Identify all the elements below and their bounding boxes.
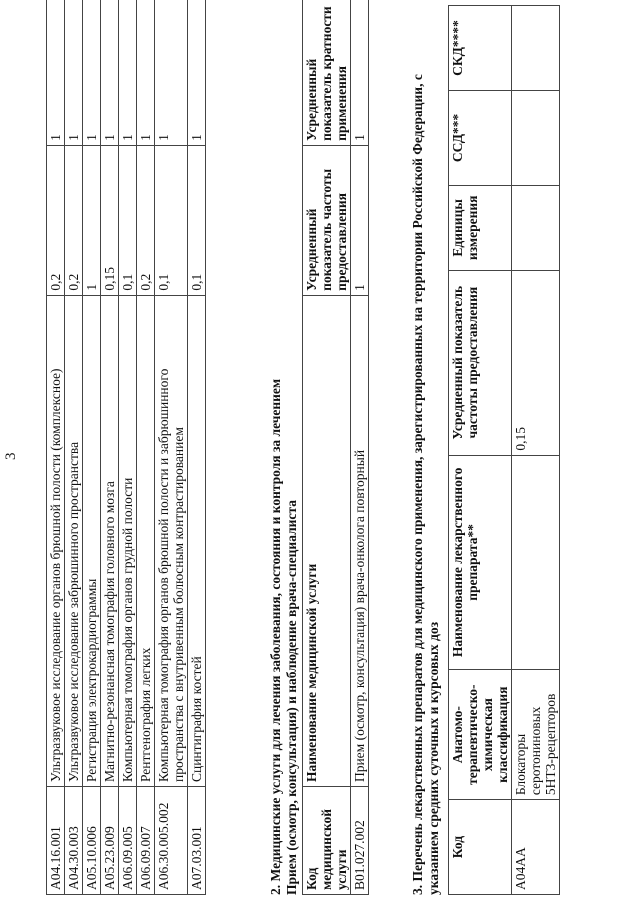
header-multiplicity: Усредненный показатель кратности применения bbox=[303, 0, 351, 145]
cell-code: A05.23.009 bbox=[101, 787, 119, 895]
cell-frequency: 0,15 bbox=[101, 145, 119, 295]
header-skd: СКД**** bbox=[449, 6, 512, 91]
table-row bbox=[65, 0, 83, 895]
table-row bbox=[512, 6, 560, 895]
cell-atc: Блокаторы серотониновых 5HT3-рецепторов bbox=[512, 670, 560, 800]
cell-frequency: 0,1 bbox=[188, 145, 206, 295]
header-frequency: Усредненный показатель частоты предоставления bbox=[449, 270, 512, 455]
cell-multiplicity: 1 bbox=[155, 0, 188, 145]
cell-multiplicity: 1 bbox=[101, 0, 119, 145]
drugs-table bbox=[448, 5, 560, 895]
cell-service-name: Ультразвуковое исследование забрюшинного пространства bbox=[65, 295, 83, 786]
consultation-header-row bbox=[303, 0, 351, 895]
cell-multiplicity: 1 bbox=[83, 0, 101, 145]
table-row bbox=[119, 0, 137, 895]
header-unit: Единицы измерения bbox=[449, 185, 512, 270]
cell-code: A06.30.005.002 bbox=[155, 787, 188, 895]
cell-code: B01.027.002 bbox=[351, 787, 369, 895]
cell-service-name: Сцинтиграфия костей bbox=[188, 295, 206, 786]
table-row bbox=[101, 0, 119, 895]
header-code: Код медицинской услуги bbox=[303, 787, 351, 895]
cell-ssd bbox=[512, 90, 560, 185]
cell-code: A05.10.006 bbox=[83, 787, 101, 895]
cell-drug-name bbox=[512, 455, 560, 670]
cell-multiplicity: 1 bbox=[65, 0, 83, 145]
consultation-table bbox=[302, 0, 369, 895]
table-row bbox=[188, 0, 206, 895]
cell-service-name: Прием (осмотр, консультация) врача-онколога повторный bbox=[351, 295, 369, 786]
cell-frequency: 0,15 bbox=[512, 270, 560, 455]
cell-code: A04AA bbox=[512, 800, 560, 895]
drugs-header-row bbox=[449, 6, 512, 895]
cell-unit bbox=[512, 185, 560, 270]
cell-service-name: Магнитно-резонансная томография головного мозга bbox=[101, 295, 119, 786]
table-row bbox=[351, 0, 369, 895]
table-row bbox=[137, 0, 155, 895]
header-drug-name: Наименование лекарственного препарата** bbox=[449, 455, 512, 670]
header-frequency: Усредненный показатель частоты предоставления bbox=[303, 145, 351, 295]
cell-multiplicity: 1 bbox=[47, 0, 65, 145]
table-row bbox=[155, 0, 188, 895]
cell-multiplicity: 1 bbox=[351, 0, 369, 145]
page-number: 3 bbox=[3, 452, 19, 460]
cell-frequency: 0,2 bbox=[47, 145, 65, 295]
cell-frequency: 1 bbox=[351, 145, 369, 295]
header-ssd: ССД*** bbox=[449, 90, 512, 185]
cell-code: A07.03.001 bbox=[188, 787, 206, 895]
cell-skd bbox=[512, 6, 560, 91]
cell-frequency: 0,2 bbox=[137, 145, 155, 295]
cell-code: A06.09.005 bbox=[119, 787, 137, 895]
cell-service-name: Рентгенография легких bbox=[137, 295, 155, 786]
cell-multiplicity: 1 bbox=[137, 0, 155, 145]
section2-heading: 2. Медицинские услуги для лечения заболевания, состояния и контроля за лечением bbox=[268, 378, 283, 895]
cell-code: A06.09.007 bbox=[137, 787, 155, 895]
cell-multiplicity: 1 bbox=[119, 0, 137, 145]
services-table-body bbox=[47, 0, 206, 895]
cell-code: A04.16.001 bbox=[47, 787, 65, 895]
cell-frequency: 0,1 bbox=[119, 145, 137, 295]
cell-code: A04.30.003 bbox=[65, 787, 83, 895]
cell-frequency: 0,1 bbox=[155, 145, 188, 295]
cell-multiplicity: 1 bbox=[188, 0, 206, 145]
section3-heading: 3. Перечень лекарственных препаратов для медицинского применения, зарегистрированных на территории Российской Федерации, с указанием средних суточных и курсовых доз bbox=[410, 74, 441, 895]
cell-service-name: Компьютерная томография органов брюшной полости и забрюшинного пространства с внутривенным болюсным контрастированием bbox=[155, 295, 188, 786]
cell-service-name: Ультразвуковое исследование органов брюшной полости (комплексное) bbox=[47, 295, 65, 786]
header-atc: Анатомо-терапевтическо-химическая классификация bbox=[449, 670, 512, 800]
cell-service-name: Компьютерная томография органов грудной полости bbox=[119, 295, 137, 786]
table-row bbox=[47, 0, 65, 895]
cell-service-name: Регистрация электрокардиограммы bbox=[83, 295, 101, 786]
header-code: Код bbox=[449, 800, 512, 895]
services-table bbox=[46, 0, 206, 895]
cell-frequency: 0,2 bbox=[65, 145, 83, 295]
section2-subheading: Прием (осмотр, консультация) и наблюдение врача-специалиста bbox=[284, 500, 299, 895]
table-row bbox=[83, 0, 101, 895]
header-service-name: Наименование медицинской услуги bbox=[303, 295, 351, 786]
cell-frequency: 1 bbox=[83, 145, 101, 295]
